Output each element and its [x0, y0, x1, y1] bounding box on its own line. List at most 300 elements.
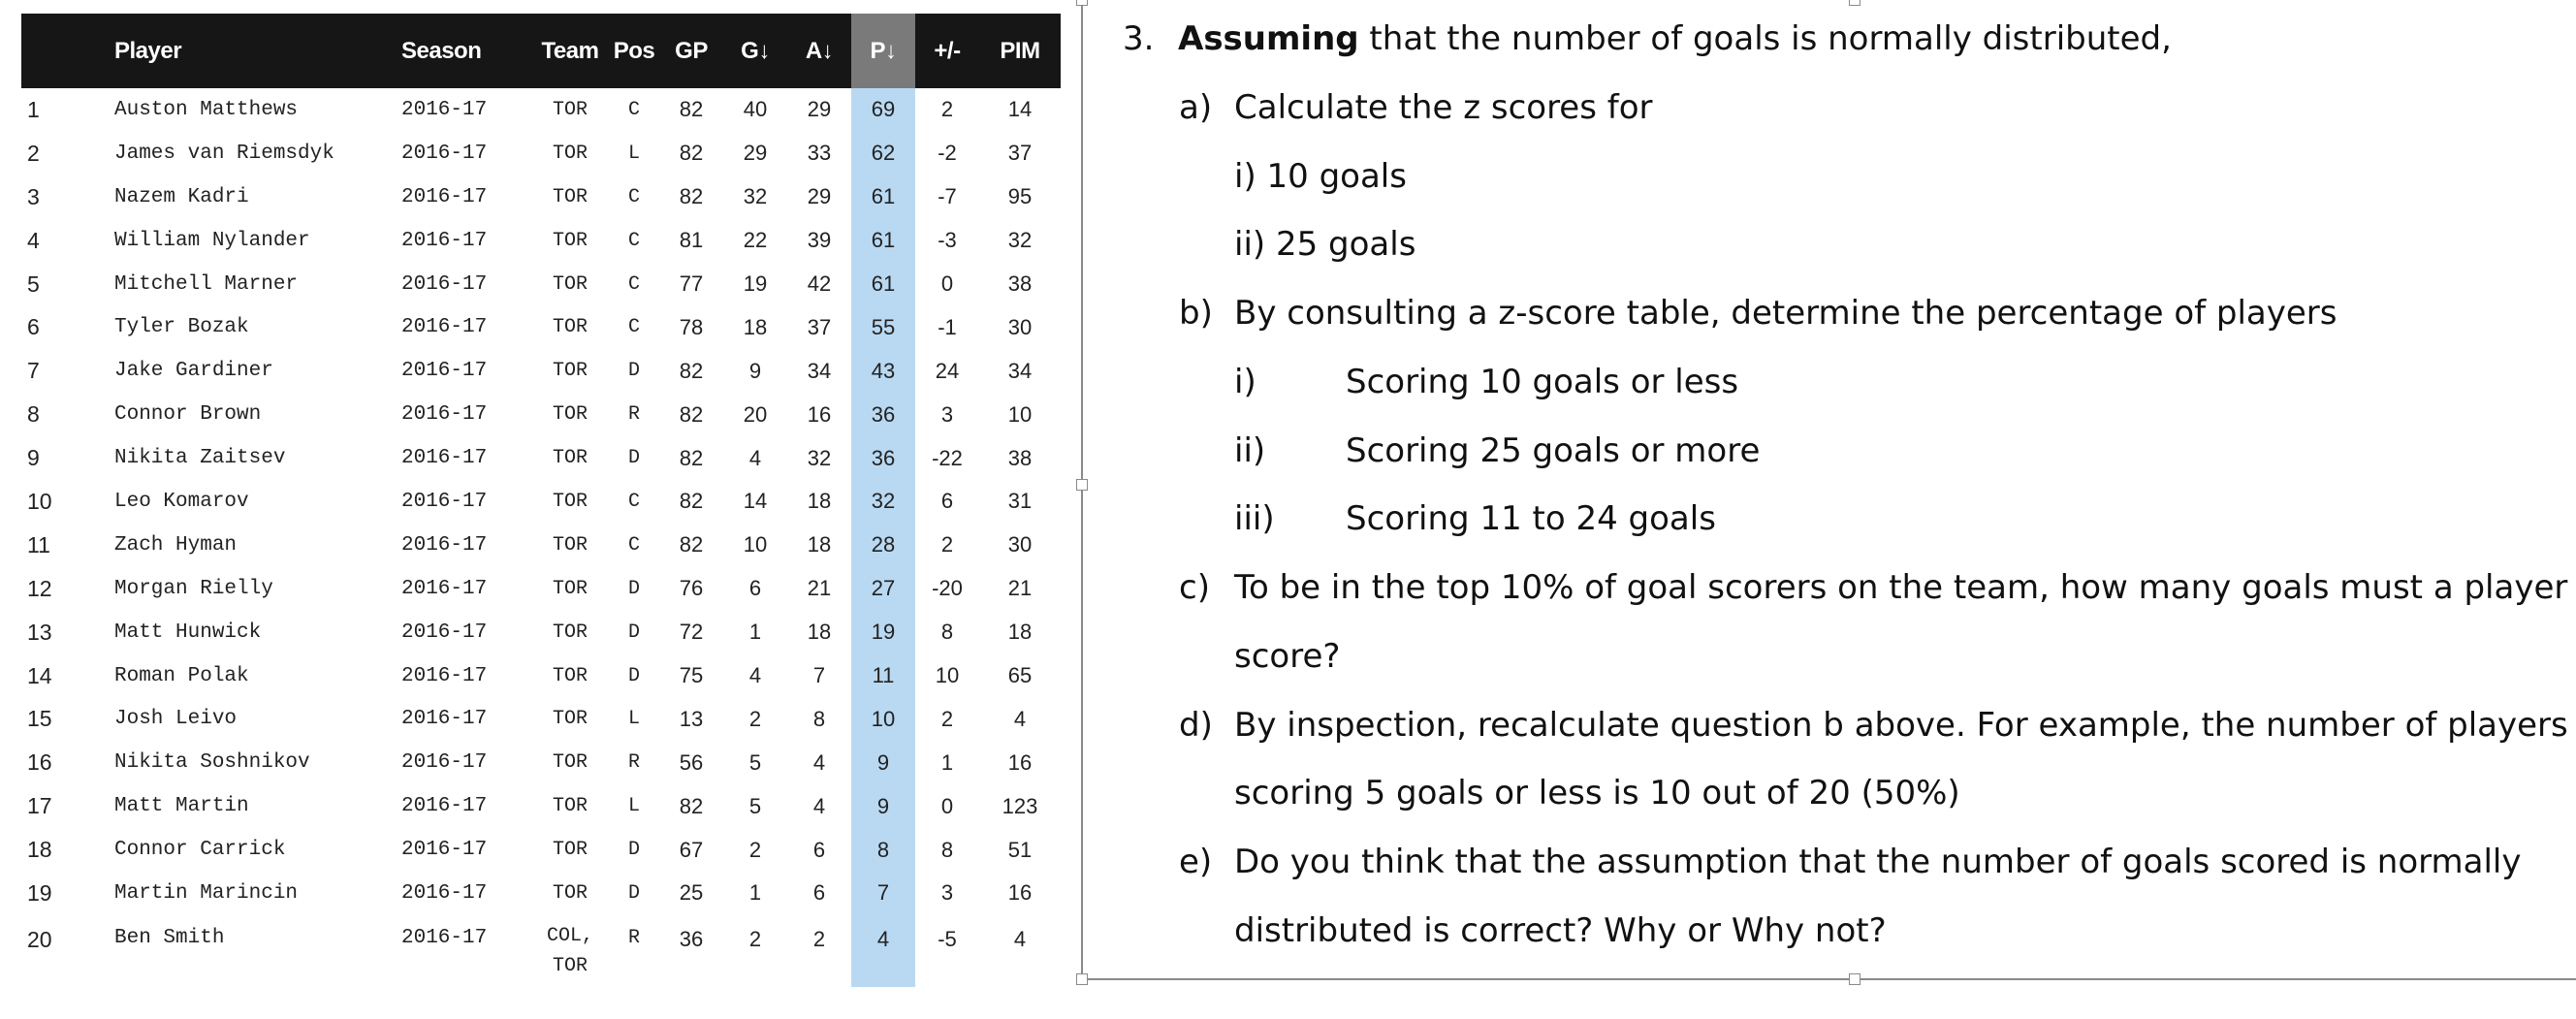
row-rank-cell: 11: [27, 531, 50, 557]
games-played-cell: 82: [679, 97, 704, 122]
team-code: TOR: [552, 664, 588, 687]
player-name-cell: Nazem Kadri: [114, 185, 249, 208]
plus-minus-cell: 1: [940, 749, 954, 775]
points-cell: 36: [851, 436, 915, 480]
plus-minus-cell: 2: [940, 706, 954, 731]
plus-minus-cell: 6: [940, 489, 954, 514]
assists-cell: 7: [812, 663, 826, 688]
header-pos[interactable]: Pos: [609, 14, 659, 88]
season-cell: 2016-17: [401, 185, 488, 208]
question-intro-rest: that the number of goals is normally distributed,: [1358, 19, 2172, 58]
player-name-cell: Matt Martin: [114, 795, 249, 818]
plus-minus-cell: -3: [938, 228, 957, 253]
team-code: TOR: [552, 839, 588, 862]
team-code: TOR: [552, 708, 588, 731]
points-cell: 43: [851, 349, 915, 393]
penalty-minutes-cell: 18: [1007, 620, 1033, 645]
assists-cell: 32: [807, 445, 832, 470]
points-cell: 61: [851, 263, 915, 306]
team-code: TOR: [552, 577, 588, 600]
part-b-iii-text: Scoring 11 to 24 goals: [1346, 499, 1716, 538]
points-cell: 61: [851, 219, 915, 263]
games-played-cell: 82: [679, 793, 704, 818]
penalty-minutes-cell: 34: [1007, 358, 1033, 383]
team-cell: [531, 567, 609, 611]
player-name-cell: Roman Polak: [114, 664, 249, 687]
games-played-cell: 67: [679, 837, 704, 862]
season-cell: 2016-17: [401, 621, 488, 644]
row-rank-cell: 9: [27, 445, 40, 471]
part-d-text-cont: scoring 5 goals or less is 10 out of 20 (50%): [1234, 774, 1960, 812]
games-played-cell: 77: [679, 271, 704, 296]
table-row: [21, 697, 1061, 741]
position-cell: C: [627, 272, 640, 296]
row-rank-cell: 10: [27, 488, 52, 514]
player-name-cell: Matt Hunwick: [114, 621, 262, 644]
resize-handle[interactable]: [1849, 973, 1860, 985]
header-points[interactable]: P↓: [851, 14, 915, 88]
season-cell: 2016-17: [401, 926, 488, 949]
team-cell: [531, 175, 609, 219]
part-b-text: By consulting a z-score table, determine the percentage of players: [1234, 294, 2337, 333]
games-played-cell: 82: [679, 141, 704, 166]
penalty-minutes-cell: 32: [1007, 228, 1033, 253]
row-rank-cell: 20: [27, 926, 52, 952]
position-cell: C: [627, 316, 640, 339]
plus-minus-cell: 3: [940, 880, 954, 906]
team-cell: [531, 828, 609, 872]
goals-cell: 9: [748, 358, 762, 383]
row-rank-cell: 14: [27, 662, 52, 688]
part-b-ii-text: Scoring 25 goals or more: [1346, 431, 1761, 470]
goals-cell: 5: [748, 749, 762, 775]
row-rank-cell: 18: [27, 837, 52, 863]
team-cell: [531, 611, 609, 654]
position-cell: C: [627, 490, 640, 513]
team-code: TOR: [552, 490, 588, 513]
table-row: [21, 88, 1061, 132]
row-rank-cell: 15: [27, 706, 52, 732]
penalty-minutes-cell: 38: [1007, 445, 1033, 470]
table-row: [21, 349, 1061, 393]
games-played-cell: 82: [679, 358, 704, 383]
row-rank-cell: 19: [27, 879, 52, 906]
points-cell: 62: [851, 132, 915, 175]
part-a-marker: a): [1179, 88, 1213, 127]
season-cell: 2016-17: [401, 403, 488, 427]
row-rank-cell: 12: [27, 575, 52, 601]
position-cell: D: [627, 839, 640, 862]
penalty-minutes-cell: 16: [1007, 749, 1033, 775]
penalty-minutes-cell: 38: [1007, 271, 1033, 296]
player-name-cell: Nikita Soshnikov: [114, 751, 310, 775]
table-row: [21, 524, 1061, 567]
points-cell: 8: [851, 828, 915, 872]
table-row: [21, 741, 1061, 784]
team-cell: [531, 436, 609, 480]
goals-cell: 4: [748, 445, 762, 470]
goals-cell: 6: [748, 576, 762, 601]
points-cell: 28: [851, 524, 915, 567]
team-cell: [531, 524, 609, 567]
position-cell: C: [627, 229, 640, 252]
goals-cell: 19: [743, 271, 768, 296]
player-name-cell: Josh Leivo: [114, 708, 238, 731]
assists-cell: 29: [807, 184, 832, 209]
resize-handle[interactable]: [1076, 973, 1088, 985]
row-rank-cell: 3: [27, 183, 40, 209]
player-name-cell: Ben Smith: [114, 926, 225, 949]
penalty-minutes-cell: 65: [1007, 663, 1033, 688]
games-played-cell: 82: [679, 489, 704, 514]
goals-cell: 40: [743, 97, 768, 122]
season-cell: 2016-17: [401, 881, 488, 905]
table-header-row: [21, 14, 1061, 88]
team-code: TOR: [552, 98, 588, 121]
goals-cell: 1: [748, 620, 762, 645]
part-c-text-cont: score?: [1234, 637, 1341, 676]
header-plus-minus[interactable]: +/-: [915, 14, 979, 88]
plus-minus-cell: -2: [938, 141, 957, 166]
table-row: [21, 305, 1061, 349]
team-cell: [531, 349, 609, 393]
header-team[interactable]: Team: [531, 14, 609, 88]
season-cell: 2016-17: [401, 98, 488, 121]
team-cell: [531, 697, 609, 741]
text-box-bottom-border: [1081, 978, 2576, 980]
goals-cell: 1: [748, 880, 762, 906]
player-name-cell: Leo Komarov: [114, 490, 249, 513]
position-cell: L: [627, 142, 640, 165]
penalty-minutes-cell: 123: [1002, 793, 1038, 818]
header-assists[interactable]: A↓: [787, 14, 851, 88]
goals-cell: 2: [748, 926, 762, 951]
points-cell: 10: [851, 697, 915, 741]
plus-minus-cell: -20: [932, 576, 963, 601]
resize-handle[interactable]: [1076, 479, 1088, 491]
team-code: TOR: [552, 621, 588, 644]
part-e-marker: e): [1179, 843, 1213, 881]
row-rank-cell: 4: [27, 227, 40, 253]
row-rank-cell: 5: [27, 271, 40, 297]
part-d-marker: d): [1179, 706, 1213, 745]
points-cell: 36: [851, 393, 915, 436]
header-goals[interactable]: G↓: [723, 14, 787, 88]
goals-cell: 5: [748, 793, 762, 818]
table-row: [21, 480, 1061, 524]
position-cell: C: [627, 533, 640, 557]
team-code: TOR: [552, 751, 588, 775]
part-c-text: To be in the top 10% of goal scorers on the team, how many goals must a player: [1234, 568, 2568, 607]
games-played-cell: 82: [679, 184, 704, 209]
season-cell: 2016-17: [401, 490, 488, 513]
player-name-cell: William Nylander: [114, 229, 310, 252]
player-name-cell: Auston Matthews: [114, 98, 299, 121]
row-rank-cell: 6: [27, 314, 40, 340]
goals-cell: 18: [743, 314, 768, 339]
goals-cell: 14: [743, 489, 768, 514]
points-cell: 55: [851, 305, 915, 349]
assists-cell: 4: [812, 793, 826, 818]
position-cell: R: [627, 926, 640, 949]
season-cell: 2016-17: [401, 795, 488, 818]
position-cell: L: [627, 708, 640, 731]
position-cell: R: [627, 751, 640, 775]
season-cell: 2016-17: [401, 316, 488, 339]
assists-cell: 18: [807, 532, 832, 557]
position-cell: D: [627, 664, 640, 687]
penalty-minutes-cell: 95: [1007, 184, 1033, 209]
table-row: [21, 219, 1061, 263]
part-b-iii-marker: iii): [1234, 499, 1275, 538]
team-cell: [531, 393, 609, 436]
team-code: TOR: [552, 272, 588, 296]
position-cell: D: [627, 447, 640, 470]
season-cell: 2016-17: [401, 708, 488, 731]
team-code: TOR: [552, 795, 588, 818]
table-row: [21, 132, 1061, 175]
penalty-minutes-cell: 51: [1007, 837, 1033, 862]
plus-minus-cell: -1: [938, 314, 957, 339]
season-cell: 2016-17: [401, 664, 488, 687]
table-body: [21, 88, 1061, 987]
row-rank-cell: 13: [27, 619, 52, 645]
team-cell: [531, 915, 609, 987]
team-cell: [531, 480, 609, 524]
question-number: 3.: [1123, 19, 1155, 58]
team-code: TOR: [552, 185, 588, 208]
goals-cell: 29: [743, 141, 768, 166]
penalty-minutes-cell: 31: [1007, 489, 1033, 514]
points-cell: 7: [851, 872, 915, 915]
part-b-i-marker: i): [1234, 363, 1256, 401]
games-played-cell: 82: [679, 445, 704, 470]
season-cell: 2016-17: [401, 229, 488, 252]
games-played-cell: 82: [679, 401, 704, 427]
player-name-cell: Morgan Rielly: [114, 577, 273, 600]
table-row: [21, 784, 1061, 828]
player-name-cell: Zach Hyman: [114, 533, 238, 557]
season-cell: 2016-17: [401, 360, 488, 383]
plus-minus-cell: 0: [940, 793, 954, 818]
season-cell: 2016-17: [401, 142, 488, 165]
season-cell: 2016-17: [401, 533, 488, 557]
goals-cell: 2: [748, 706, 762, 731]
team-cell: [531, 654, 609, 698]
part-c-marker: c): [1179, 568, 1210, 607]
plus-minus-cell: 24: [935, 358, 960, 383]
part-e-text-cont: distributed is correct? Why or Why not?: [1234, 911, 1887, 950]
table-row: [21, 915, 1061, 987]
plus-minus-cell: 2: [940, 532, 954, 557]
team-code: TOR: [552, 229, 588, 252]
player-name-cell: Jake Gardiner: [114, 360, 273, 383]
plus-minus-cell: 10: [935, 663, 960, 688]
assists-cell: 2: [812, 926, 826, 951]
player-name-cell: Connor Carrick: [114, 839, 286, 862]
team-code: TOR: [552, 533, 588, 557]
table-row: [21, 828, 1061, 872]
position-cell: D: [627, 881, 640, 905]
team-code: TOR: [552, 360, 588, 383]
position-cell: R: [627, 403, 640, 427]
penalty-minutes-cell: 4: [1013, 926, 1027, 951]
assists-cell: 18: [807, 620, 832, 645]
season-cell: 2016-17: [401, 839, 488, 862]
games-played-cell: 81: [679, 228, 704, 253]
team-code: TOR: [552, 403, 588, 427]
assists-cell: 6: [812, 837, 826, 862]
penalty-minutes-cell: 16: [1007, 880, 1033, 906]
team-cell: [531, 132, 609, 175]
team-code: TOR: [552, 447, 588, 470]
header-player[interactable]: Player: [114, 14, 401, 88]
plus-minus-cell: -22: [932, 445, 963, 470]
table-row: [21, 175, 1061, 219]
penalty-minutes-cell: 4: [1013, 706, 1027, 731]
table-row: [21, 567, 1061, 611]
table-row: [21, 393, 1061, 436]
table-row: [21, 436, 1061, 480]
penalty-minutes-cell: 21: [1007, 576, 1033, 601]
assists-cell: 21: [807, 576, 832, 601]
assists-cell: 18: [807, 489, 832, 514]
team-cell: [531, 219, 609, 263]
games-played-cell: 72: [679, 620, 704, 645]
row-rank-cell: 16: [27, 749, 52, 776]
penalty-minutes-cell: 30: [1007, 314, 1033, 339]
stats-table: [21, 14, 1061, 987]
part-a-text: Calculate the z scores for: [1234, 88, 1653, 127]
part-b-ii-marker: ii): [1234, 431, 1266, 470]
table-row: [21, 611, 1061, 654]
part-d-text: By inspection, recalculate question b above. For example, the number of players: [1234, 706, 2568, 745]
player-name-cell: Nikita Zaitsev: [114, 447, 286, 470]
points-cell: 32: [851, 480, 915, 524]
games-played-cell: 36: [679, 926, 704, 951]
player-name-cell: Connor Brown: [114, 403, 262, 427]
position-cell: L: [627, 795, 640, 818]
goals-cell: 20: [743, 401, 768, 427]
team-cell: [531, 784, 609, 828]
games-played-cell: 75: [679, 663, 704, 688]
games-played-cell: 25: [679, 880, 704, 906]
assists-cell: 42: [807, 271, 832, 296]
season-cell: 2016-17: [401, 577, 488, 600]
resize-handle[interactable]: [1076, 0, 1088, 6]
position-cell: D: [627, 360, 640, 383]
season-cell: 2016-17: [401, 751, 488, 775]
games-played-cell: 82: [679, 532, 704, 557]
points-cell: 9: [851, 784, 915, 828]
header-pim[interactable]: PIM: [979, 14, 1061, 88]
points-cell: 27: [851, 567, 915, 611]
position-cell: D: [627, 577, 640, 600]
position-cell: C: [627, 185, 640, 208]
plus-minus-cell: -7: [938, 184, 957, 209]
plus-minus-cell: 8: [940, 620, 954, 645]
assists-cell: 29: [807, 97, 832, 122]
penalty-minutes-cell: 10: [1007, 401, 1033, 427]
team-code-secondary: TOR: [552, 954, 588, 977]
goals-cell: 2: [748, 837, 762, 862]
part-a-i-text: i) 10 goals: [1234, 157, 1407, 196]
points-cell: 4: [851, 915, 915, 987]
games-played-cell: 78: [679, 314, 704, 339]
assists-cell: 34: [807, 358, 832, 383]
assists-cell: 39: [807, 228, 832, 253]
table-row: [21, 872, 1061, 915]
player-name-cell: James van Riemsdyk: [114, 142, 334, 165]
assists-cell: 16: [807, 401, 832, 427]
part-b-marker: b): [1179, 294, 1213, 333]
plus-minus-cell: -5: [938, 926, 957, 951]
assists-cell: 8: [812, 706, 826, 731]
points-cell: 9: [851, 741, 915, 784]
header-rank: [21, 14, 114, 88]
team-cell: [531, 88, 609, 132]
table-row: [21, 263, 1061, 306]
part-b-i-text: Scoring 10 goals or less: [1346, 363, 1739, 401]
penalty-minutes-cell: 37: [1007, 141, 1033, 166]
goals-cell: 4: [748, 663, 762, 688]
goals-cell: 22: [743, 228, 768, 253]
assists-cell: 4: [812, 749, 826, 775]
table-row: [21, 654, 1061, 698]
question-intro-bold: Assuming: [1178, 19, 1359, 58]
part-e-text: Do you think that the assumption that the number of goals scored is normally: [1234, 843, 2522, 881]
row-rank-cell: 2: [27, 140, 40, 166]
plus-minus-cell: 8: [940, 837, 954, 862]
part-a-ii-text: ii) 25 goals: [1234, 225, 1416, 264]
goals-cell: 10: [743, 532, 768, 557]
player-stats-table: [21, 14, 1061, 987]
team-code: TOR: [552, 881, 588, 905]
team-cell: [531, 741, 609, 784]
team-cell: [531, 263, 609, 306]
header-season[interactable]: Season: [401, 14, 531, 88]
team-code: TOR: [552, 316, 588, 339]
resize-handle[interactable]: [1849, 0, 1860, 6]
assists-cell: 6: [812, 880, 826, 906]
position-cell: C: [627, 98, 640, 121]
team-cell: [531, 305, 609, 349]
games-played-cell: 56: [679, 749, 704, 775]
season-cell: 2016-17: [401, 272, 488, 296]
player-name-cell: Mitchell Marner: [114, 272, 299, 296]
player-name-cell: Tyler Bozak: [114, 316, 249, 339]
position-cell: D: [627, 621, 640, 644]
season-cell: 2016-17: [401, 447, 488, 470]
row-rank-cell: 8: [27, 401, 40, 428]
goals-cell: 32: [743, 184, 768, 209]
games-played-cell: 76: [679, 576, 704, 601]
assists-cell: 33: [807, 141, 832, 166]
header-gp[interactable]: GP: [659, 14, 723, 88]
games-played-cell: 13: [679, 706, 704, 731]
player-name-cell: Martin Marincin: [114, 881, 299, 905]
penalty-minutes-cell: 30: [1007, 532, 1033, 557]
row-rank-cell: 1: [27, 96, 40, 122]
team-code: COL,: [546, 924, 593, 947]
plus-minus-cell: 3: [940, 401, 954, 427]
plus-minus-cell: 2: [940, 97, 954, 122]
points-cell: 61: [851, 175, 915, 219]
points-cell: 11: [851, 654, 915, 698]
points-cell: 19: [851, 611, 915, 654]
plus-minus-cell: 0: [940, 271, 954, 296]
team-code: TOR: [552, 142, 588, 165]
